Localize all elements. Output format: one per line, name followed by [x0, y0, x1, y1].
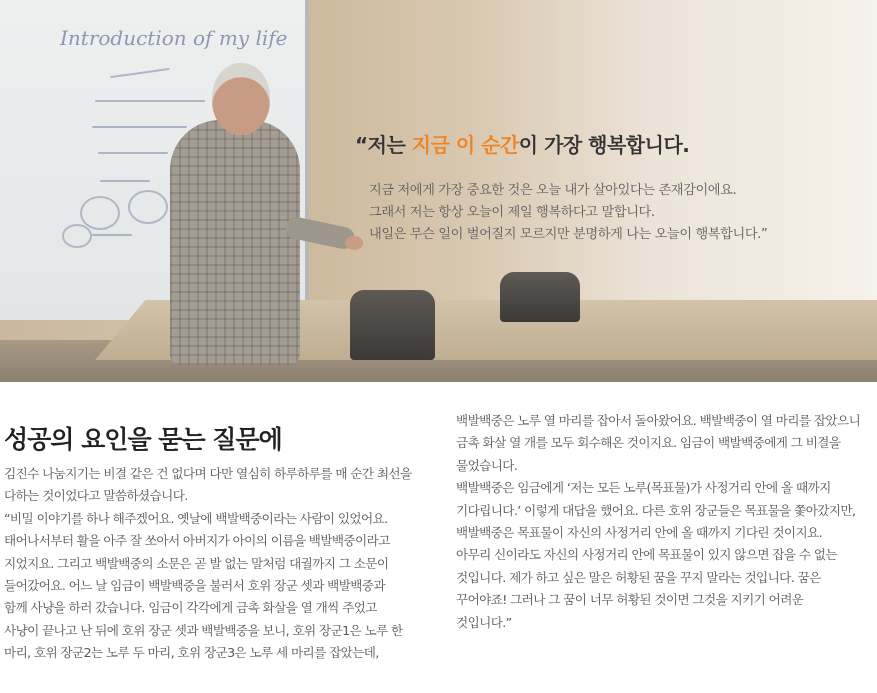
- article-line: 지었지요. 그리고 백발백중의 소문은 곧 발 없는 말처럼 대궐까지 그 소문이: [4, 555, 389, 571]
- article-line: 다하는 것이었다고 말씀하셨습니다.: [4, 488, 188, 504]
- board-stroke: [100, 180, 150, 182]
- article-line: 아무리 신이라도 자신의 사정거리 안에 목표물이 있지 않으면 잡을 수 없는: [456, 547, 837, 563]
- article-line: 물었습니다.: [456, 457, 518, 473]
- speaker-figure: [170, 120, 300, 365]
- article-column-right: [456, 410, 876, 634]
- board-stroke: [92, 234, 132, 236]
- article-heading: 성공의 요인을 묻는 질문에: [4, 425, 282, 454]
- board-stroke: [110, 68, 170, 78]
- quote-line: 내일은 무슨 일이 벌어질지 모르지만 분명하게 나는 오늘이 행복합니다.”: [369, 227, 768, 242]
- board-circle: [128, 190, 168, 224]
- article-column-left: [4, 463, 428, 665]
- chair: [500, 272, 580, 322]
- article-line: 들어갔어요. 어느 날 임금이 백발백중을 불러서 호위 장군 셋과 백발백중과: [4, 578, 385, 594]
- speaker-head: [212, 63, 270, 135]
- article-line: 함께 사냥을 하러 갔습니다. 임금이 각각에게 금촉 화살을 열 개씩 주었고: [4, 600, 377, 616]
- board-circle: [80, 196, 120, 230]
- board-circle: [62, 224, 92, 248]
- article-line: 백발백중은 임금에게 ‘저는 모든 노루(목표물)가 사정거리 안에 올 때까지: [456, 480, 831, 496]
- article-line: 기다립니다.’ 이렇게 대답을 했어요. 다른 호위 장군들은 목표물을 쫓아갔지만,: [456, 502, 856, 518]
- quote-line: 지금 저에게 가장 중요한 것은 오늘 내가 살아있다는 존재감이에요.: [369, 183, 737, 198]
- board-stroke: [92, 126, 187, 128]
- board-stroke: [98, 152, 168, 154]
- quote-title-highlight: 지금 이 순간: [411, 133, 519, 157]
- quote-title-suffix: 이 가장 행복합니다.: [518, 133, 690, 157]
- quote-block: [355, 128, 855, 246]
- quote-title: [355, 128, 855, 162]
- article-line: 백발백중은 노루 열 마리를 잡아서 돌아왔어요. 백발백중이 열 마리를 잡았으니: [456, 413, 861, 428]
- quote-body: [355, 180, 855, 246]
- article-line: 것입니다. 제가 하고 싶은 말은 허황된 꿈을 꾸지 말라는 것입니다. 꿈은: [456, 569, 821, 585]
- article-line: 태어나서부터 활을 아주 잘 쏘아서 아버지가 아이의 이름을 백발백중이라고: [4, 533, 390, 549]
- article-line: “비밀 이야기를 하나 해주겠어요. 옛날에 백발백중이라는 사람이 있었어요.: [4, 510, 388, 526]
- board-stroke: [95, 100, 205, 102]
- article-line: 백발백중은 목표물이 자신의 사정거리 안에 올 때까지 기다린 것이지요.: [456, 525, 823, 541]
- article-line: 마리, 호위 장군2는 노루 두 마리, 호위 장군3은 노루 세 마리를 잡았는데,: [4, 645, 379, 661]
- article-line: 사냥이 끝나고 난 뒤에 호위 장군 셋과 백발백중을 보니, 호위 장군1은 노루 한: [4, 622, 403, 638]
- chair: [350, 290, 435, 360]
- article-line: 금촉 화살 열 개를 모두 회수해온 것이지요. 임금이 백발백중에게 그 비결을: [456, 435, 841, 451]
- whiteboard-writing: Introduction of my life: [60, 26, 288, 50]
- quote-line: 그래서 저는 항상 오늘이 제일 행복하다고 말합니다.: [369, 205, 655, 220]
- article-line: 김진수 나눔지기는 비결 같은 건 없다며 다만 열심히 하루하루를 매 순간 최선을: [4, 466, 412, 481]
- article-line: 것입니다.”: [456, 614, 512, 630]
- quote-title-prefix: “저는: [355, 133, 412, 157]
- article-line: 꾸어야죠! 그러나 그 꿈이 너무 허황된 것이면 그것을 지키기 어려운: [456, 592, 804, 608]
